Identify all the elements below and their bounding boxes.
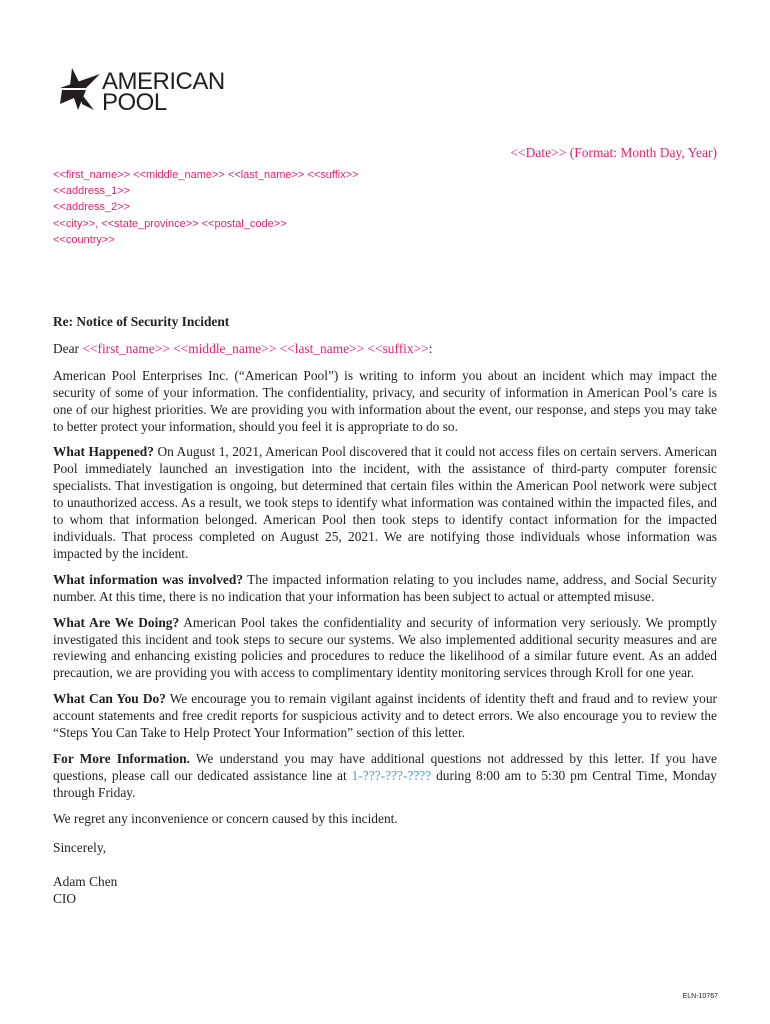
more-info-heading: For More Information. <box>53 750 191 766</box>
star-swoosh-icon <box>56 64 102 114</box>
assistance-phone-link[interactable]: 1-???-???-???? <box>351 767 432 783</box>
address-line-1: <<address_1>> <box>53 185 131 198</box>
salutation <box>53 341 717 358</box>
info-involved-text: The impacted information relating to you includes name, address, and Social Security number. At this time, there is no indication that your information has been subject to actual or attempted misuse. <box>53 571 717 604</box>
salutation-suffix: : <box>428 340 433 356</box>
subject-line: Re: Notice of Security Incident <box>53 314 230 329</box>
more-info-text-before: We understand you may have additional questions not addressed by this letter. If you have questions, please call our dedicated assistance line at <box>53 750 717 783</box>
company-logo <box>56 64 224 116</box>
what-happened-heading: What Happened? <box>53 444 154 460</box>
what-doing-text: American Pool takes the confidentiality and security of information very seriously. We promptly investigated this incident and took steps to secure our systems. We also implemented additional security measures and are reviewing and enhancing existing policies and procedures to reduce the likelihood of a similar future event. As an added precaution, we are providing you with access to complimentary identity monitoring services through Kroll for one year. <box>53 614 717 681</box>
more-info-paragraph <box>53 751 717 802</box>
info-involved-heading: What information was involved? <box>53 571 244 587</box>
logo-text-line2: POOL <box>102 89 167 116</box>
recipient-address-block <box>53 167 359 248</box>
more-info-text-after: during 8:00 am to 5:30 pm Central Time, Monday through Friday. <box>53 767 718 800</box>
signature-block <box>53 874 717 908</box>
what-can-you-do-heading: What Can You Do? <box>53 691 166 707</box>
what-happened-paragraph <box>53 444 717 562</box>
address-line-country: <<country>> <box>53 233 115 246</box>
letter-body <box>53 314 717 908</box>
info-involved-paragraph <box>53 572 717 606</box>
signoff: Sincerely, <box>53 839 107 855</box>
date-placeholder: <<Date>> (Format: Month Day, Year) <box>510 145 717 160</box>
what-can-you-do-text: We encourage you to remain vigilant against incidents of identity theft and fraud and to review your account statements and free credit reports for suspicious activity and to detect errors. We also encourage you to review the “Steps You Can Take to Help Protect Your Information” section of this letter. <box>53 691 717 741</box>
what-happened-text: On August 1, 2021, American Pool discovered that it could not access files on certain servers. American Pool immediately launched an investigation into the incident, with the assistance of third-party computer forensic specialists. That investigation is ongoing, but determined that certain files within the American Pool network were subject to unauthorized access. As a result, we took steps to identify what information was contained within the impacted files, and to whom that information belonged. American Pool then took steps to identify contact information for the impacted individuals. That process completed on August 25, 2021. We are notifying those individuals whose information was impacted by the incident. <box>53 444 718 561</box>
address-line-2: <<address_2>> <box>53 201 131 214</box>
address-line-city: <<city>>, <<state_province>> <<postal_code>> <box>53 217 287 230</box>
signer-title: CIO <box>53 891 77 907</box>
logo-text-line1: AMERICAN <box>102 68 225 95</box>
what-doing-heading: What Are We Doing? <box>53 614 180 630</box>
intro-paragraph: American Pool Enterprises Inc. (“American Pool”) is writing to inform you about an incident which may impact the security of some of your information. The confidentiality, privacy, and security of information in American Pool’s care is one of our highest priorities. We are providing you with information about the event, our response, and steps you may take to better protect your information, should you feel it is appropriate to do so. <box>53 367 717 434</box>
what-can-you-do-paragraph <box>53 691 717 742</box>
address-line-name: <<first_name>> <<middle_name>> <<last_name>> <<suffix>> <box>53 169 359 181</box>
salutation-prefix: Dear <box>53 340 83 356</box>
what-doing-paragraph <box>53 615 717 683</box>
salutation-name-placeholder: <<first_name>> <<middle_name>> <<last_name>> <<suffix>> <box>82 340 429 356</box>
regret-paragraph: We regret any inconvenience or concern caused by this incident. <box>53 810 398 826</box>
footer-code: ELN-10767 <box>682 993 718 1000</box>
signer-name: Adam Chen <box>53 874 118 890</box>
